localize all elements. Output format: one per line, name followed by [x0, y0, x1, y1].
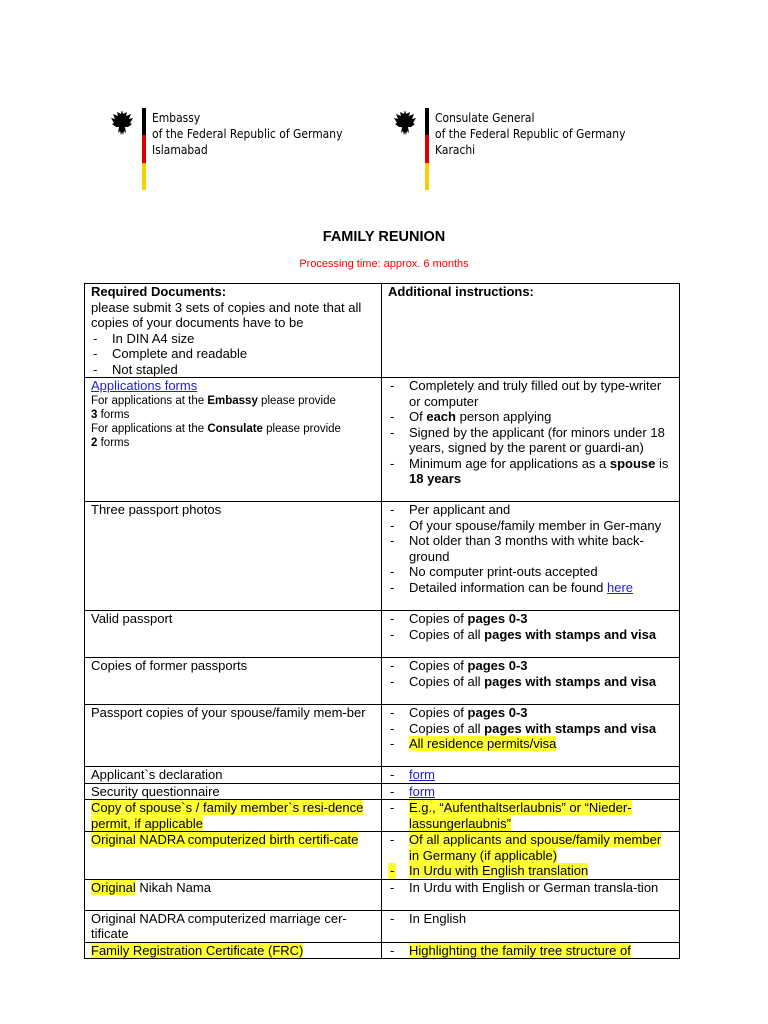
list-item — [388, 767, 674, 783]
table-row — [85, 284, 680, 378]
list-item — [388, 863, 674, 879]
format-list — [91, 331, 376, 378]
consulate-logo — [393, 108, 656, 190]
item-text: Copies of all — [409, 720, 485, 736]
list-item: - In English — [388, 911, 674, 927]
list-item — [388, 721, 674, 737]
highlighted-text: Family Registration Certificate (FRC) — [91, 942, 304, 958]
list-item: - Complete and readable — [91, 346, 376, 362]
list-item: - Completely and truly filled out by type-writer or computer — [388, 378, 674, 409]
highlighted-text: Of all applicants and spouse/family member in Germany (if applicable) — [409, 832, 662, 863]
list-item: - In Urdu with English or German transla-tion — [388, 880, 674, 896]
list-item — [388, 409, 674, 425]
table-row — [85, 910, 680, 942]
instruction-list — [388, 800, 674, 831]
additional-instructions-cell — [382, 284, 680, 378]
item-text: Copies of all — [409, 673, 485, 689]
required-documents-heading: Required Documents: — [91, 284, 227, 299]
item-bold: 18 years — [409, 471, 462, 486]
list-item: - No computer print-outs accepted — [388, 564, 674, 580]
note-text: forms — [97, 436, 130, 449]
cell-text: Nikah Nama — [135, 879, 211, 895]
list-item: - Not stapled — [91, 362, 376, 378]
document-cell — [85, 942, 382, 959]
document-cell: Passport copies of your spouse/family mem-ber — [85, 705, 382, 767]
document-cell — [85, 832, 382, 880]
instruction-list — [388, 880, 674, 896]
instruction-list — [388, 767, 674, 783]
additional-instructions-heading: Additional instructions: — [388, 284, 534, 299]
instruction-list — [388, 502, 674, 595]
table-row — [85, 502, 680, 611]
page-title: FAMILY REUNION — [322, 229, 446, 245]
highlighted-text: Copy of spouse`s / family member`s resi-dence permit, if applicable — [91, 800, 364, 831]
list-item — [388, 456, 674, 487]
note-text: please provide — [262, 422, 341, 435]
flag-red — [142, 135, 146, 162]
requirements-table — [84, 283, 680, 959]
instruction-cell — [382, 767, 680, 784]
table-row — [85, 800, 680, 832]
logo-line: Embassy — [152, 110, 201, 125]
list-item — [388, 705, 674, 721]
highlighted-text: E.g., “Aufenthaltserlaubnis” or “Nieder-lassungerlaubnis” — [409, 800, 632, 831]
list-item — [388, 736, 674, 752]
instruction-cell — [382, 800, 680, 832]
document-cell — [85, 378, 382, 502]
highlighted-text: Highlighting the family tree structure of — [409, 942, 631, 958]
document-cell: Original NADRA computerized marriage cer-tificate — [85, 910, 382, 942]
list-item — [388, 658, 674, 674]
highlighted-text: Original NADRA computerized birth certifi-cate — [91, 832, 359, 847]
table-row — [85, 879, 680, 910]
list-item — [388, 580, 674, 596]
item-text: Copies of all — [409, 626, 485, 642]
embassy-logo — [110, 108, 373, 190]
list-item: - Not older than 3 months with white back-ground — [388, 533, 674, 564]
note-text: forms — [97, 408, 130, 421]
item-text: Copies of — [409, 658, 468, 673]
instruction-cell — [382, 611, 680, 658]
note-bold: Embassy — [207, 394, 258, 407]
photo-info-link[interactable]: here — [607, 579, 634, 595]
embassy-name — [152, 108, 342, 190]
applications-forms-link[interactable]: Applications forms — [91, 378, 198, 393]
list-item — [388, 800, 674, 831]
document-cell: Copies of former passports — [85, 658, 382, 705]
instruction-cell — [382, 502, 680, 611]
list-item: - Per applicant and — [388, 502, 674, 518]
table-row — [85, 611, 680, 658]
required-documents-cell — [85, 284, 382, 378]
item-bold: pages 0-3 — [467, 705, 528, 720]
item-bold: pages with stamps and visa — [484, 720, 657, 736]
flag-black — [142, 108, 146, 135]
consulate-forms-note — [91, 422, 376, 450]
instruction-list — [388, 832, 674, 879]
list-item — [388, 784, 674, 800]
item-text: Minimum age for applications as a — [409, 455, 610, 471]
table-row — [85, 832, 680, 880]
logo-line: Islamabad — [152, 142, 208, 157]
note-text: please provide — [257, 394, 336, 407]
table-row — [85, 658, 680, 705]
flag-bar — [425, 108, 429, 190]
instruction-list — [388, 378, 674, 487]
table-row — [85, 767, 680, 784]
item-text: is — [655, 455, 669, 471]
document-cell: Three passport photos — [85, 502, 382, 611]
item-bold: pages with stamps and visa — [484, 673, 657, 689]
highlighted-text: Original — [91, 879, 136, 895]
instruction-list — [388, 705, 674, 752]
item-bold: each — [426, 409, 456, 424]
flag-black — [425, 108, 429, 135]
logo-line: Karachi — [435, 142, 476, 157]
instruction-list — [388, 784, 674, 800]
instruction-cell — [382, 658, 680, 705]
list-item — [388, 627, 674, 643]
flag-bar — [142, 108, 146, 190]
instruction-cell — [382, 879, 680, 910]
list-item — [388, 674, 674, 690]
note-bold: 3 — [91, 408, 98, 421]
item-text: Of — [409, 409, 427, 424]
instruction-list — [388, 611, 674, 642]
processing-time: Processing time: approx. 6 months — [299, 258, 469, 270]
list-item — [388, 943, 674, 959]
instruction-cell — [382, 942, 680, 959]
table-row — [85, 378, 680, 502]
item-text: person applying — [455, 409, 552, 424]
list-item: - Signed by the applicant (for minors under 18 years, signed by the parent or guardi-an) — [388, 425, 674, 456]
instruction-cell — [382, 705, 680, 767]
flag-red — [425, 135, 429, 162]
item-bold: pages 0-3 — [467, 658, 528, 673]
instruction-list — [388, 911, 674, 927]
intro-text: please submit 3 sets of copies and note that all copies of your documents have to be — [91, 299, 362, 330]
document-cell: Valid passport — [85, 611, 382, 658]
instruction-cell — [382, 832, 680, 880]
security-form-link[interactable]: form — [409, 783, 435, 799]
document-cell — [85, 879, 382, 910]
note-bold: Consulate — [207, 422, 263, 435]
highlighted-text: In Urdu with English translation — [409, 863, 589, 878]
flag-gold — [425, 163, 429, 190]
federal-eagle-icon — [393, 108, 421, 142]
logo-line: Consulate General — [435, 110, 535, 125]
note-text: For applications at the — [91, 394, 208, 407]
list-item — [388, 611, 674, 627]
table-row — [85, 705, 680, 767]
embassy-forms-note — [91, 394, 376, 422]
instruction-cell — [382, 378, 680, 502]
item-bold: pages with stamps and visa — [484, 626, 657, 642]
document-cell: Security questionnaire — [85, 783, 382, 800]
item-bold: pages 0-3 — [467, 611, 528, 626]
instruction-cell — [382, 910, 680, 942]
table-row — [85, 942, 680, 959]
logo-line: of the Federal Republic of Germany — [152, 126, 343, 141]
logo-line: of the Federal Republic of Germany — [435, 126, 626, 141]
item-text: Detailed information can be found — [409, 579, 608, 595]
federal-eagle-icon — [110, 108, 138, 142]
list-item: - Of your spouse/family member in Ger-many — [388, 518, 674, 534]
flag-gold — [142, 163, 146, 190]
consulate-name — [435, 108, 625, 190]
table-row — [85, 783, 680, 800]
document-cell — [85, 800, 382, 832]
list-item — [388, 832, 674, 863]
highlighted-text: All residence permits/visa — [409, 736, 557, 751]
list-item: - In DIN A4 size — [91, 331, 376, 347]
instruction-list — [388, 658, 674, 689]
item-text: Copies of — [409, 611, 468, 626]
note-bold: 2 — [91, 436, 98, 449]
declaration-form-link[interactable]: form — [409, 767, 435, 782]
instruction-cell — [382, 783, 680, 800]
item-text: Copies of — [409, 705, 468, 720]
document-cell: Applicant`s declaration — [85, 767, 382, 784]
instruction-list — [388, 943, 674, 959]
item-bold: spouse — [609, 455, 656, 471]
note-text: For applications at the — [91, 422, 208, 435]
